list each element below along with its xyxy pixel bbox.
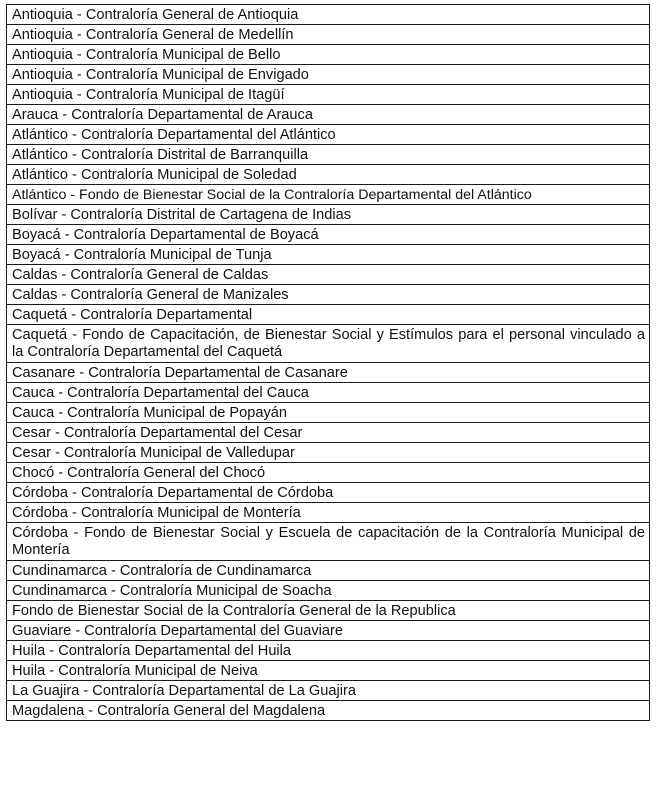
table-row (7, 661, 650, 681)
table-cell: Magdalena - Contraloría General del Magdalena (7, 701, 650, 721)
table-row (7, 383, 650, 403)
entity-table (6, 4, 650, 721)
table-cell: Antioquia - Contraloría General de Antioquia (7, 5, 650, 25)
table-cell: Antioquia - Contraloría Municipal de Bello (7, 45, 650, 65)
table-cell: Casanare - Contraloría Departamental de Casanare (7, 363, 650, 383)
table-cell: Huila - Contraloría Municipal de Neiva (7, 661, 650, 681)
table-row (7, 483, 650, 503)
table-cell: Antioquia - Contraloría Municipal de Envigado (7, 65, 650, 85)
table-cell: Arauca - Contraloría Departamental de Arauca (7, 105, 650, 125)
table-cell: Cundinamarca - Contraloría Municipal de Soacha (7, 581, 650, 601)
table-cell: La Guajira - Contraloría Departamental de La Guajira (7, 681, 650, 701)
table-cell: Cundinamarca - Contraloría de Cundinamarca (7, 561, 650, 581)
table-cell: Cesar - Contraloría Departamental del Cesar (7, 423, 650, 443)
table-row (7, 363, 650, 383)
table-cell: Córdoba - Contraloría Departamental de Córdoba (7, 483, 650, 503)
table-row (7, 463, 650, 483)
table-cell: Huila - Contraloría Departamental del Huila (7, 641, 650, 661)
table-row (7, 423, 650, 443)
table-row (7, 105, 650, 125)
table-cell: Atlántico - Fondo de Bienestar Social de la Contraloría Departamental del Atlántico (7, 185, 650, 205)
table-row (7, 325, 650, 363)
table-row (7, 305, 650, 325)
table-row (7, 581, 650, 601)
table-row (7, 265, 650, 285)
table-cell: Caldas - Contraloría General de Caldas (7, 265, 650, 285)
table-cell: Cesar - Contraloría Municipal de Valledupar (7, 443, 650, 463)
table-row (7, 701, 650, 721)
table-cell: Chocó - Contraloría General del Chocó (7, 463, 650, 483)
table-row (7, 681, 650, 701)
table-row (7, 621, 650, 641)
table-cell: Atlántico - Contraloría Distrital de Barranquilla (7, 145, 650, 165)
table-row (7, 5, 650, 25)
table-cell: Córdoba - Fondo de Bienestar Social y Escuela de capacitación de la Contraloría Municipal de Montería (7, 523, 650, 561)
table-cell: Cauca - Contraloría Municipal de Popayán (7, 403, 650, 423)
table-row (7, 245, 650, 265)
table-cell: Cauca - Contraloría Departamental del Cauca (7, 383, 650, 403)
table-row (7, 285, 650, 305)
table-cell: Córdoba - Contraloría Municipal de Montería (7, 503, 650, 523)
table-row (7, 25, 650, 45)
entity-list-sheet (6, 4, 650, 721)
table-cell: Antioquia - Contraloría Municipal de Itagüí (7, 85, 650, 105)
table-row (7, 601, 650, 621)
table-row (7, 523, 650, 561)
table-cell: Boyacá - Contraloría Departamental de Boyacá (7, 225, 650, 245)
table-cell: Caquetá - Fondo de Capacitación, de Bienestar Social y Estímulos para el personal vinculado a la Contraloría Departamental del Caquetá (7, 325, 650, 363)
table-cell: Atlántico - Contraloría Departamental del Atlántico (7, 125, 650, 145)
table-cell: Caldas - Contraloría General de Manizales (7, 285, 650, 305)
table-row (7, 45, 650, 65)
table-row (7, 561, 650, 581)
table-row (7, 641, 650, 661)
table-row (7, 125, 650, 145)
table-row (7, 165, 650, 185)
table-row (7, 145, 650, 165)
table-row (7, 225, 650, 245)
table-cell: Caquetá - Contraloría Departamental (7, 305, 650, 325)
table-row (7, 205, 650, 225)
table-row (7, 65, 650, 85)
table-row (7, 403, 650, 423)
table-row (7, 503, 650, 523)
table-cell: Atlántico - Contraloría Municipal de Soledad (7, 165, 650, 185)
table-cell: Antioquia - Contraloría General de Medellín (7, 25, 650, 45)
table-row (7, 443, 650, 463)
table-cell: Bolívar - Contraloría Distrital de Cartagena de Indias (7, 205, 650, 225)
table-row (7, 185, 650, 205)
table-row (7, 85, 650, 105)
table-cell: Fondo de Bienestar Social de la Contraloría General de la Republica (7, 601, 650, 621)
table-cell: Boyacá - Contraloría Municipal de Tunja (7, 245, 650, 265)
table-cell: Guaviare - Contraloría Departamental del Guaviare (7, 621, 650, 641)
